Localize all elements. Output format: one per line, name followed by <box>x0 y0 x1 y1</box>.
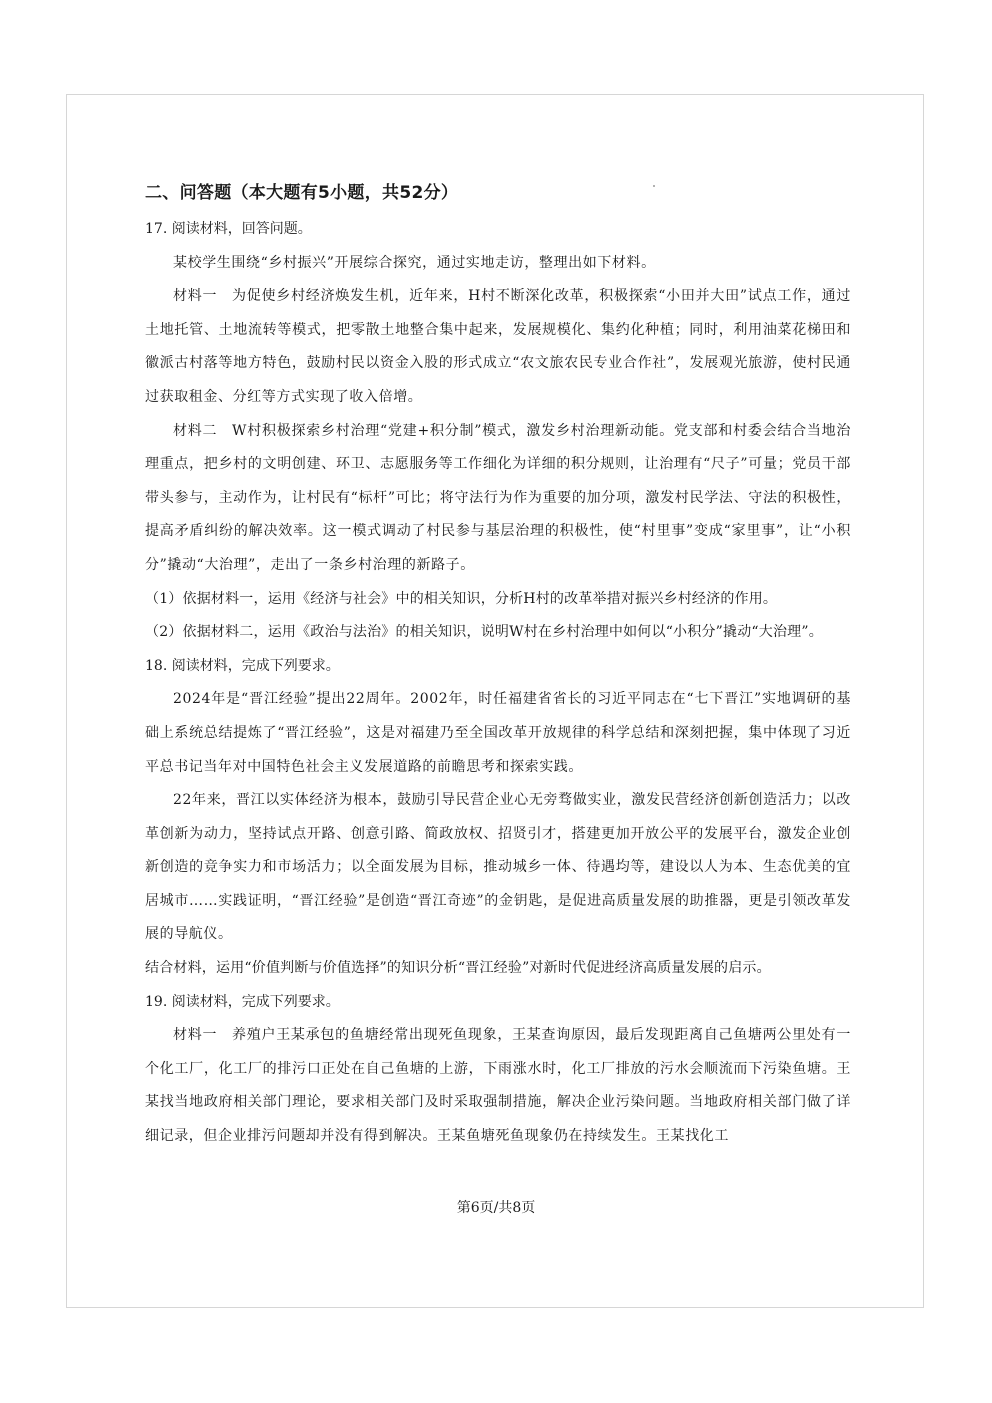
question-19-material-1: 材料一 养殖户王某承包的鱼塘经常出现死鱼现象，王某查询原因，最后发现距离自己鱼塘两公里处有一个化工厂，化工厂的排污口正处在自己鱼塘的上游，下雨涨水时，化工厂排放的污水会顺流而下污染鱼塘。王某找当地政府相关部门理论，要求相关部门及时采取强制措施，解决企业污染问题。当地政府相关部门做了详细记录，但企业排污问题却并没有得到解决。王某鱼塘死鱼现象仍在持续发生。王某找化工 <box>145 1027 851 1145</box>
page-number: 第6页/共8页 <box>456 1200 536 1216</box>
question-17-material-2: 材料二 W村积极探索乡村治理“党建+积分制”模式，激发乡村治理新动能。党支部和村委会结合当地治理重点，把乡村的文明创建、环卫、志愿服务等工作细化为详细的积分规则，让治理有“尺子”可量；党员干部带头参与，主动作为，让村民有“标杆”可比；将守法行为作为重要的加分项，激发村民学法、守法的积极性，提高矛盾纠纷的解决效率。这一模式调动了村民参与基层治理的积极性，使“村里事”变成“家里事”，让“小积分”撬动“大治理”，走出了一条乡村治理的新路子。 <box>145 422 851 573</box>
question-18-paragraph-2: 22年来，晋江以实体经济为根本，鼓励引导民营企业心无旁骛做实业，激发民营经济创新创造活力；以改革创新为动力，坚持试点开路、创意引路、简政放权、招贤引才，搭建更加开放公平的发展平台，激发企业创新创造的竞争实力和市场活力；以全面发展为目标，推动城乡一体、待遇均等，建设以人为本、生态优美的宜居城市……实践证明，“晋江经验”是创造“晋江奇迹”的金钥匙，是促进高质量发展的助推器，更是引领改革发展的导航仪。 <box>145 792 851 943</box>
page-content <box>145 183 851 1154</box>
question-18-header: 18. 阅读材料，完成下列要求。 <box>145 657 340 674</box>
question-17-material-1: 材料一 为促使乡村经济焕发生机，近年来，H村不断深化改革，积极探索“小田并大田”试点工作，通过土地托管、土地流转等模式，把零散土地整合集中起来，发展规模化、集约化种植；同时，利用油菜花梯田和徽派古村落等地方特色，鼓励村民以资金入股的形式成立“农文旅农民专业合作社”，发展观光旅游，使村民通过获取租金、分红等方式实现了收入倍增。 <box>145 288 851 405</box>
section-title: 二、问答题（本大题有5小题，共52分） <box>145 183 459 203</box>
question-17-sub-2: （2）依据材料二，运用《政治与法治》的相关知识，说明W村在乡村治理中如何以“小积分”撬动“大治理”。 <box>145 624 823 641</box>
question-19-header: 19. 阅读材料，完成下列要求。 <box>145 993 340 1010</box>
question-17-header: 17. 阅读材料，回答问题。 <box>145 221 312 237</box>
question-17-intro: 某校学生围绕“乡村振兴”开展综合探究，通过实地走访，整理出如下材料。 <box>173 254 656 271</box>
exam-page <box>66 94 924 1308</box>
question-18-task: 结合材料，运用“价值判断与价值选择”的知识分析“晋江经验”对新时代促进经济高质量发展的启示。 <box>145 960 771 977</box>
question-18-paragraph-1: 2024年是“晋江经验”提出22周年。2002年，时任福建省省长的习近平同志在“七下晋江”实地调研的基础上系统总结提炼了“晋江经验”，这是对福建乃至全国改革开放规律的科学总结和深刻把握，集中体现了习近平总书记当年对中国特色社会主义发展道路的前瞻思考和探索实践。 <box>145 691 851 775</box>
question-17-sub-1: （1）依据材料一，运用《经济与社会》中的相关知识，分析H村的改革举措对振兴乡村经济的作用。 <box>145 590 778 607</box>
